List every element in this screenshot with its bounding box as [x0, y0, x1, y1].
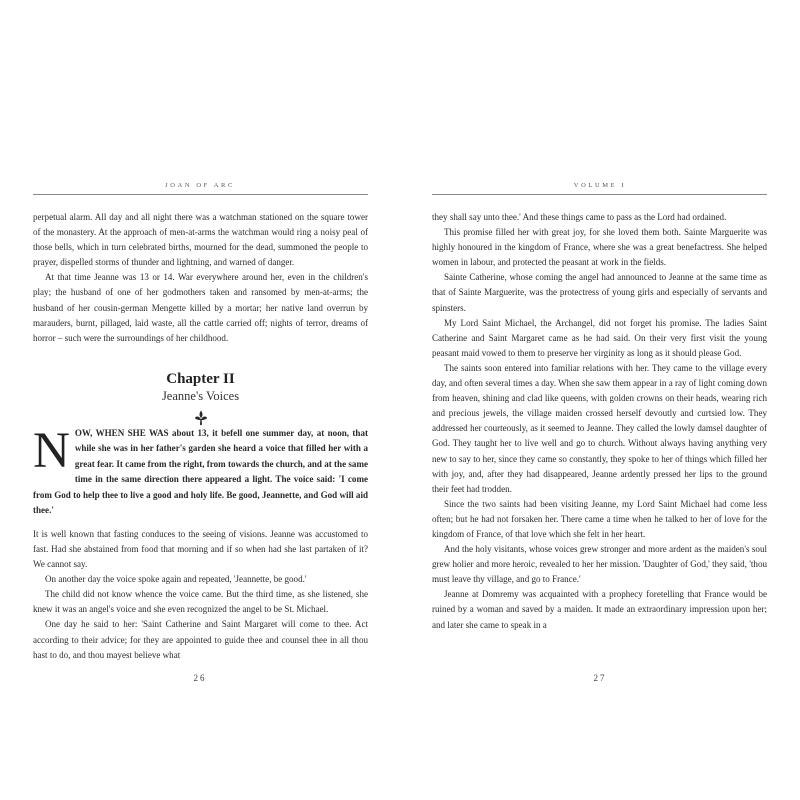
header-rule-right — [432, 194, 767, 195]
paragraph: Jeanne at Domremy was acquainted with a prophecy foretelling that France would be ruined by a woman and saved by a maiden. It made an extraordinary impression upon her; and later she came to speak in a — [432, 589, 767, 630]
running-head-left: JOAN OF ARC — [165, 182, 235, 189]
chapter-opening-paragraph — [33, 422, 368, 519]
paragraph: And the holy visitants, whose voices grew stronger and more ardent as the maiden's soul grew holier and more heroic, revealed to her her mission. 'Daughter of God,' they said, 'thou must leave thy village, and go to France.' — [432, 544, 767, 585]
paragraph: On another day the voice spoke again and repeated, 'Jeannette, be good.' — [45, 574, 307, 585]
header-rule-left — [33, 194, 368, 195]
chapter-heading — [33, 370, 368, 426]
page-number-left: 26 — [193, 673, 207, 683]
paragraph: At that time Jeanne was 13 or 14. War everywhere around her, even in the children's play; the husband of one of her godmothers taken and ransomed by men-at-arms; the husband of her cousin-german Mengette killed by a mortar; her native land overrun by marauders, burnt, pillaged, laid waste, all the cattle carried off; nights of terror, dreams of horror – such were the surroundings of her childhood. — [33, 272, 368, 343]
paragraph: The child did not know whence the voice came. But the third time, as she listened, she knew it was an angel's voice and she even recognized the angel to be St. Michael. — [33, 589, 368, 615]
paragraph: Sainte Catherine, whose coming the angel had announced to Jeanne at the same time as that of Sainte Marguerite, was the protectress of young girls and especially of servants and spinsters. — [432, 272, 767, 313]
chapter-title: Chapter II — [166, 370, 235, 387]
paragraph: perpetual alarm. All day and all night there was a watchman stationed on the square tower of the monastery. At the approach of men-at-arms the watchman would ring a noisy peal of those bells, which in turn celebrated births, mourned for the dead, summoned the people to prayer, dispelled storms of thunder and lightning, and warned of danger. — [33, 212, 368, 268]
paragraph: It is well known that fasting conduces to the seeing of visions. Jeanne was accustomed to fast. Had she abstained from food that morning and if so when had she last partaken of it? We cannot say. — [33, 528, 368, 570]
right-page — [400, 0, 800, 800]
fleur-de-lis-icon — [194, 410, 208, 426]
drop-cap: N — [33, 422, 70, 479]
right-text-column — [432, 210, 767, 633]
paragraph: This promise filled her with great joy, for she loved them both. Sainte Marguerite was highly honoured in the kingdom of France, where she was a great benefactress. She helped women in labour, and protected the peasant at work in the fields. — [432, 227, 767, 268]
running-head-right: VOLUME I — [573, 182, 627, 189]
page-number-right: 27 — [593, 673, 607, 683]
paragraph: One day he said to her: 'Saint Catherine and Saint Margaret will come to thee. Act according to their advice; for they are appointed to guide thee and counsel thee in all thou hast to do, and thou mayest believe what — [33, 619, 368, 660]
paragraph: Since the two saints had been visiting Jeanne, my Lord Saint Michael had come less often; but he had not forsaken her. There came a time when he talked to her of love for the kingdom of France, of that love which she felt in her heart. — [432, 498, 767, 539]
chapter-subtitle: Jeanne's Voices — [161, 388, 240, 403]
paragraph: The saints soon entered into familiar relations with her. They came to the village every day, and often several times a day. When she saw them appear in a ray of light coming down from heaven, shining and clad like queens, with golden crowns on their heads, wearing rich and precious jewels, the village maiden crossed herself devoutly and curtsied low. They addressed her courteously, as it seemed to Jeanne. They called the lowly damsel daughter of God. They taught her to live well and go to church. Without always having anything very new to say to her, since they came so constantly, they spoke to her of things which filled her with joy, and, after they had disappeared, Jeanne ardently pressed her lips to the ground their feet had trodden. — [432, 362, 767, 494]
paragraph: My Lord Saint Michael, the Archangel, did not forget his promise. The ladies Saint Catherine and Saint Margaret came as he had said. On their very first visit the young peasant maid vowed to them to preserve her virginity as long as it should please God. — [432, 317, 767, 358]
opening-text: OW, WHEN SHE WAS about 13, it befell one summer day, at noon, that while she was in her father's garden she heard a voice that filled her with a great fear. It came from the right, from towards the church, and at the same time in the same direction there appeared a light. The voice said: 'I come from God to help thee to live a good and holy life. Be good, Jeannette, and God will aid thee.' — [33, 427, 368, 516]
paragraph: they shall say unto thee.' And these things came to pass as the Lord had ordained. — [432, 212, 727, 222]
left-text-column — [33, 210, 368, 663]
